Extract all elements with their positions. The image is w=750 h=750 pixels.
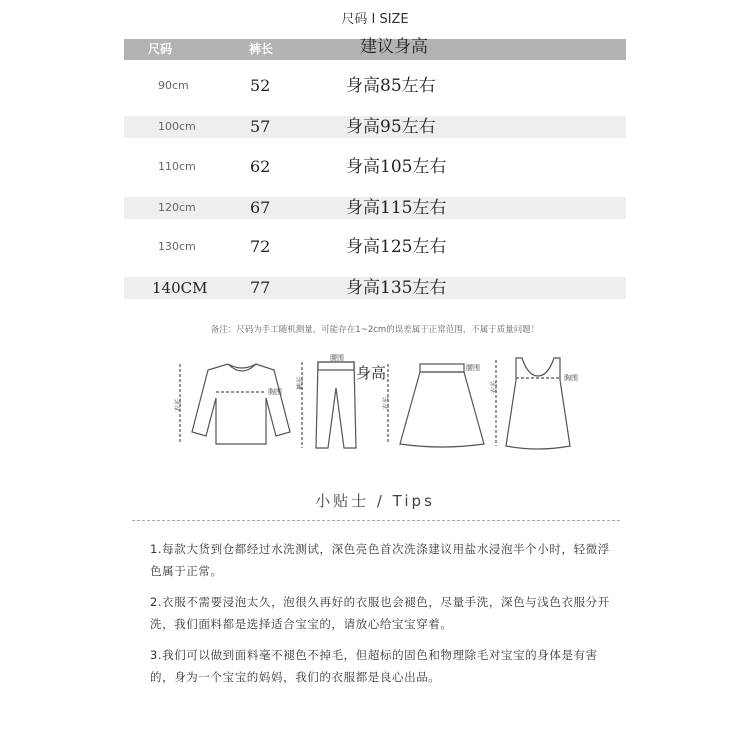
label-pants-length: 裤长 <box>296 376 304 390</box>
cell-length: 72 <box>250 237 271 256</box>
cell-length: 67 <box>250 198 271 217</box>
tip-item-2: 2.衣服不需要浸泡太久，泡很久再好的衣服也会褪色，尽量手洗，深色与浅色衣服分开洗，我们面料都是选择适合宝宝的，请放心给宝宝穿着。 <box>150 595 610 631</box>
table-row <box>124 116 626 138</box>
cell-size: 120cm <box>158 201 196 214</box>
cell-size: 90cm <box>158 79 189 92</box>
label-dress-chest: 胸围 <box>564 374 578 382</box>
size-table <box>124 37 626 298</box>
garment-illustrations <box>150 352 610 462</box>
table-row <box>124 75 626 97</box>
label-pants-overlay: 身高 <box>356 364 387 382</box>
label-skirt-waist: 腰围 <box>466 364 480 372</box>
skirt-icon <box>400 364 484 447</box>
cell-height: 身高105左右 <box>346 157 447 177</box>
label-skirt-length: 衣长 <box>382 396 390 410</box>
header-size: 尺码 <box>148 42 173 56</box>
header-length: 裤长 <box>249 42 274 56</box>
tips-divider <box>132 520 620 521</box>
tips-title: 小贴士 / Tips <box>315 492 435 510</box>
label-dress-length: 衣长 <box>490 380 498 394</box>
cell-length: 77 <box>250 278 271 297</box>
pants-icon <box>316 362 356 448</box>
cell-height: 身高135左右 <box>346 278 447 298</box>
tip-item-3: 3.我们可以做到面料毫不褪色不掉毛，但超标的固色和物理除毛对宝宝的身体是有害的，身为一个宝宝的妈妈，我们的衣服都是良心出品。 <box>150 648 598 684</box>
table-row <box>124 156 626 178</box>
label-top-length: 衣长 <box>174 398 182 412</box>
cell-size: 140CM <box>152 279 208 297</box>
label-pants-waist: 腰围 <box>330 354 344 362</box>
label-top-chest: 胸围 <box>268 388 282 396</box>
cell-length: 62 <box>250 157 271 176</box>
cell-size: 100cm <box>158 120 196 133</box>
cell-height: 身高95左右 <box>346 117 436 137</box>
cell-length: 57 <box>250 117 271 136</box>
table-row <box>124 197 626 219</box>
page-title: 尺码 I SIZE <box>341 12 409 27</box>
header-height: 建议身高 <box>360 37 428 57</box>
table-row <box>124 236 626 258</box>
top-garment-icon <box>192 364 290 444</box>
cell-size: 130cm <box>158 240 196 253</box>
dress-icon <box>506 358 570 449</box>
measurement-note: 备注：尺码为手工随机测量，可能存在1~2cm的误差属于正常范围，不属于质量问题！ <box>210 325 540 335</box>
cell-height: 身高85左右 <box>346 76 436 96</box>
table-row <box>124 277 626 299</box>
cell-height: 身高125左右 <box>346 237 447 257</box>
cell-length: 52 <box>250 76 271 95</box>
cell-size: 110cm <box>158 160 196 173</box>
table-header <box>124 39 626 60</box>
tip-item-1: 1.每款大货到仓都经过水洗测试，深色亮色首次洗涤建议用盐水浸泡半个小时，轻微浮色属于正常。 <box>150 542 610 578</box>
cell-height: 身高115左右 <box>346 198 447 218</box>
